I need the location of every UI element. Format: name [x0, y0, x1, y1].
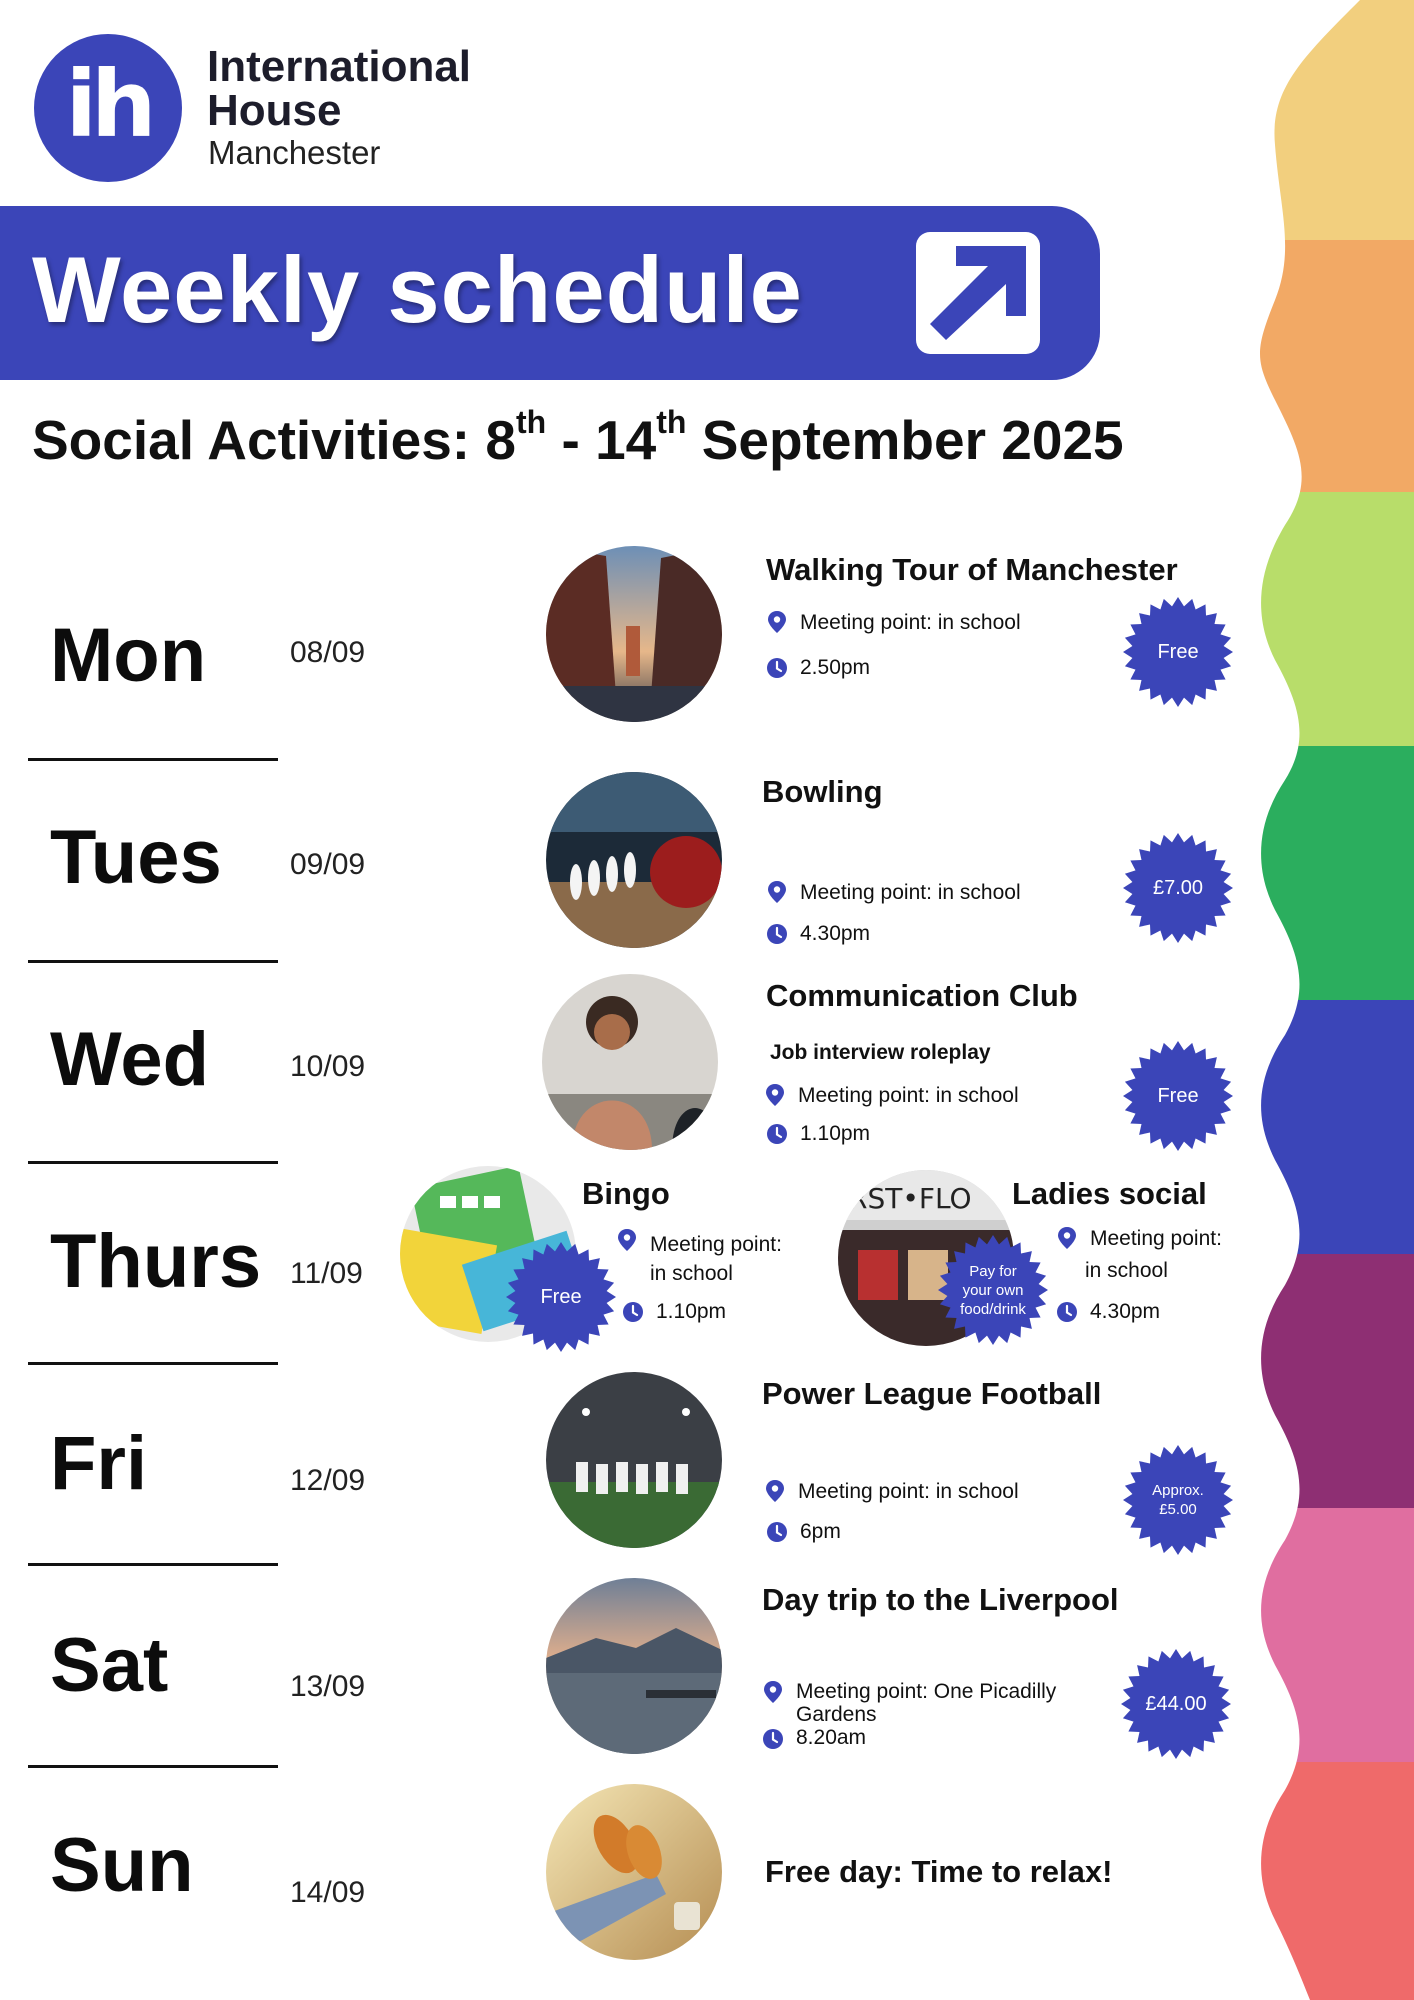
location-pin-icon: [1056, 1226, 1078, 1250]
meeting-point-row: Meeting point: in school: [764, 1083, 1019, 1109]
price-badge: Approx. £5.00: [1122, 1444, 1234, 1556]
day-name-fri: Fri: [50, 1421, 148, 1506]
brand-location: Manchester: [208, 134, 381, 171]
day-name-sat: Sat: [50, 1623, 169, 1708]
communication-club-photo: [542, 974, 718, 1150]
day-date-sat: 13/09: [290, 1670, 366, 1703]
activity-title: Communication Club: [766, 978, 1078, 1013]
activity-title: Day trip to the Liverpool: [762, 1582, 1119, 1617]
location-pin-icon: [766, 880, 788, 904]
price-badge: Free: [1122, 596, 1234, 708]
free-day-text: Free day: Time to relax!: [765, 1854, 1113, 1889]
day-separator: [28, 758, 278, 761]
arrow-up-right-icon: [916, 232, 1040, 354]
day-name-thurs: Thurs: [50, 1219, 262, 1304]
page-title: Weekly schedule: [32, 237, 803, 342]
decorative-color-wave: [1260, 0, 1414, 2000]
brand-name-line1: International: [207, 42, 472, 91]
clock-icon: [766, 657, 788, 679]
time-row: 2.50pm: [766, 655, 870, 681]
location-pin-icon: [766, 610, 788, 634]
price-badge: Pay for your own food/drink: [937, 1234, 1049, 1346]
day-separator: [28, 960, 278, 963]
football-photo: [546, 1372, 722, 1548]
day-date-mon: 08/09: [290, 636, 366, 669]
day-name-mon: Mon: [50, 613, 207, 698]
day-date-wed: 10/09: [290, 1050, 366, 1083]
day-separator: [28, 1563, 278, 1566]
day-date-fri: 12/09: [290, 1464, 366, 1497]
location-pin-icon: [616, 1228, 638, 1252]
time-row: 6pm: [766, 1519, 841, 1545]
price-badge: £7.00: [1122, 832, 1234, 944]
meeting-point-row: Meeting point: in school: [764, 1479, 1019, 1505]
meeting-point-line2: in school: [1085, 1259, 1168, 1282]
activity-title: Ladies social: [1012, 1176, 1207, 1211]
location-pin-icon: [764, 1479, 786, 1503]
price-badge: Free: [505, 1241, 617, 1353]
time-row: 8.20am: [762, 1726, 866, 1750]
meeting-point-row: Meeting point: One Picadilly: [762, 1680, 1056, 1704]
clock-icon: [1056, 1301, 1078, 1323]
day-date-tues: 09/09: [290, 848, 366, 881]
activity-title: Walking Tour of Manchester: [766, 552, 1178, 587]
clock-icon: [766, 1521, 788, 1543]
meeting-point-line2: in school: [650, 1262, 733, 1285]
relax-photo: [546, 1784, 722, 1960]
day-name-sun: Sun: [50, 1823, 194, 1908]
meeting-point-row: Meeting point: in school: [766, 610, 1021, 636]
location-pin-icon: [764, 1083, 786, 1107]
schedule-subtitle: Social Activities: 8th - 14th September 2025: [32, 404, 1124, 471]
meeting-point-line2: Gardens: [796, 1703, 877, 1726]
brand-name-line2: House: [207, 86, 342, 135]
price-badge: £44.00: [1120, 1648, 1232, 1760]
location-pin-icon: [762, 1680, 784, 1704]
time-row: 1.10pm: [766, 1121, 870, 1147]
svg-text:RST•FLO: RST•FLO: [848, 1182, 972, 1215]
time-row: 4.30pm: [766, 921, 870, 947]
day-separator: [28, 1765, 278, 1768]
bowling-photo: [546, 772, 722, 948]
time-row: 4.30pm: [1056, 1299, 1160, 1325]
logo-mark: ih: [34, 34, 182, 182]
day-separator: [28, 1362, 278, 1365]
meeting-point-row: Meeting point: in school: [766, 880, 1021, 906]
activity-title: Bingo: [582, 1176, 670, 1211]
clock-icon: [766, 1123, 788, 1145]
clock-icon: [766, 923, 788, 945]
clock-icon: [622, 1301, 644, 1323]
day-date-thurs: 11/09: [290, 1257, 363, 1290]
liverpool-photo: [546, 1578, 722, 1754]
meeting-point-row: Meeting point:: [1056, 1226, 1222, 1252]
day-separator: [28, 1161, 278, 1164]
price-badge: Free: [1122, 1040, 1234, 1152]
day-name-wed: Wed: [50, 1017, 210, 1102]
walking-tour-photo: [546, 546, 722, 722]
activity-title: Power League Football: [762, 1376, 1102, 1411]
day-date-sun: 14/09: [290, 1876, 366, 1909]
day-name-tues: Tues: [50, 815, 222, 900]
activity-subtitle: Job interview roleplay: [770, 1041, 991, 1064]
activity-title: Bowling: [762, 774, 883, 809]
meeting-point-row: Meeting point:: [616, 1228, 782, 1261]
time-row: 1.10pm: [622, 1299, 726, 1325]
clock-icon: [762, 1728, 784, 1750]
